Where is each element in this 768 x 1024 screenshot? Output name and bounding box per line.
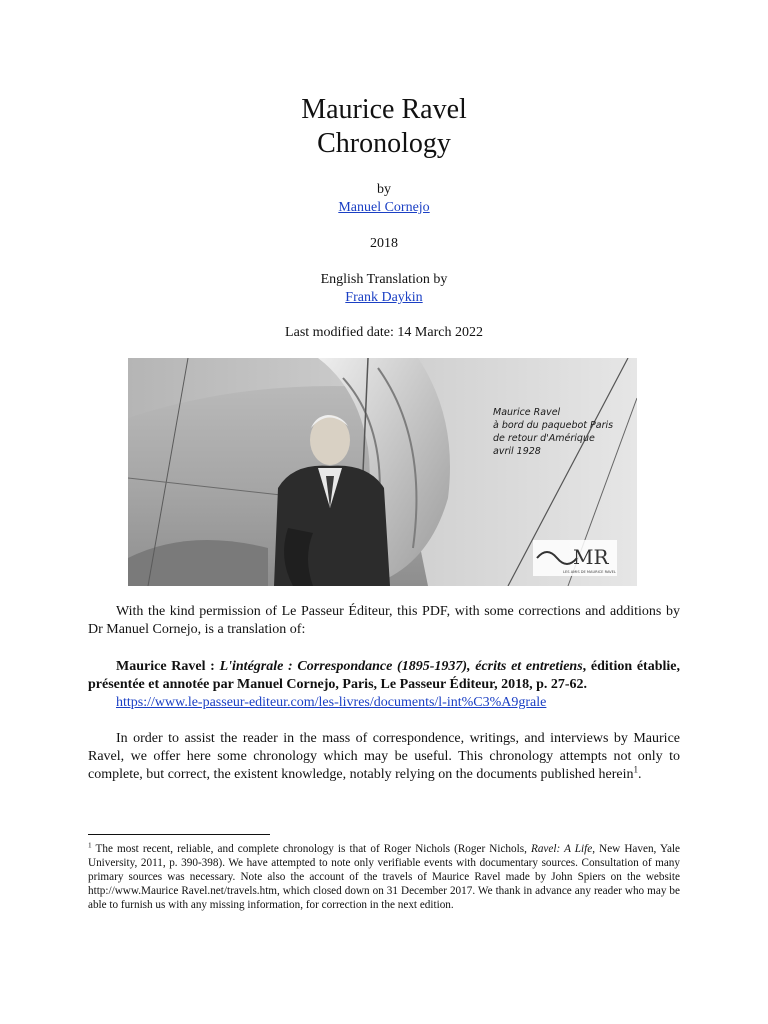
footnote-reference[interactable]: 1 <box>633 764 639 775</box>
translator-link[interactable]: Frank Daykin <box>345 290 423 305</box>
caption-line-1: Maurice Ravel <box>493 407 561 418</box>
title-line-2: Chronology <box>317 128 451 159</box>
footnote-divider <box>88 834 270 835</box>
footnote-text-a: The most recent, reliable, and complete chronology is that of Roger Nichols (Roger Nichols, <box>91 843 531 855</box>
intro-paragraph: With the kind permission of Le Passeur Éditeur, this PDF, with some corrections and additions by Dr Manuel Cornejo, is a translation of: <box>88 604 680 637</box>
caption-line-4: avril 1928 <box>493 446 541 457</box>
citation-url-link[interactable]: https://www.le-passeur-editeur.com/les-livres/documents/l-int%C3%A9grale <box>116 695 547 710</box>
body-text: In order to assist the reader in the mass of correspondence, writings, and interviews by Maurice Ravel, we offer here some chronology which may be useful. This chronology attempts not only to complete, but correct, the existent knowledge, notably relying on the documents published herein <box>88 731 680 782</box>
translator-line <box>0 289 768 307</box>
footnote <box>88 842 680 912</box>
caption-line-2: à bord du paquebot Paris <box>493 420 614 431</box>
author-line <box>0 199 768 217</box>
citation-url-line <box>88 694 680 712</box>
author-link[interactable]: Manuel Cornejo <box>338 200 430 215</box>
year: 2018 <box>370 236 398 251</box>
citation-author: Maurice Ravel : <box>116 659 215 674</box>
body-paragraph <box>88 730 680 784</box>
title-line-1: Maurice Ravel <box>301 94 467 125</box>
logo-mark-icon <box>533 540 617 576</box>
citation-rest: , édition établie, présentée et annotée par Manuel Cornejo, Paris, Le Passeur Éditeur, 2018, p. 27-62. <box>88 659 680 692</box>
translation-label: English Translation by <box>320 272 448 287</box>
last-modified: Last modified date: 14 March 2022 <box>285 325 483 340</box>
by-label: by <box>377 182 391 197</box>
caption-line-3: de retour d'Amérique <box>493 433 595 444</box>
ravel-photo <box>128 358 637 586</box>
footnote-book-title: Ravel: A Life <box>530 843 593 855</box>
photo-caption <box>493 406 633 458</box>
body-end: . <box>638 767 642 782</box>
footnote-number: 1 <box>88 841 92 850</box>
citation-paragraph <box>88 658 680 694</box>
logo-subtext: LES AMIS DE MAURICE RAVEL <box>563 570 616 574</box>
logo-text: MR <box>573 545 609 569</box>
document-title <box>0 93 768 161</box>
footnote-text-b: , New Haven, Yale University, 2011, p. 390-398). We have attempted to note only verifiable events with documentary sources. Consultation of many primary sources was necessary. Note also the account of the travels of Maurice Ravel made by John Spiers on the website http://www.Maurice Ravel.net/travels.htm, which closed down on 31 December 2017. We thank in advance any reader who may be able to furnish us with any missing information, for correction in the next edition. <box>88 843 681 911</box>
citation-title: L'intégrale : Correspondance (1895-1937), écrits et entretiens <box>219 659 583 674</box>
amis-ravel-logo <box>533 540 617 576</box>
